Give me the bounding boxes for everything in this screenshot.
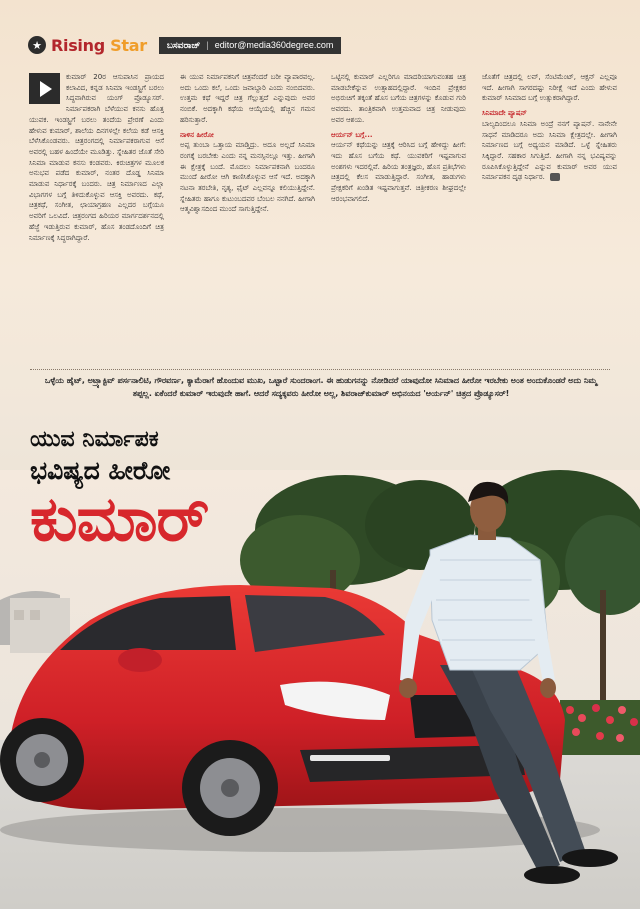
column-4-subtext: ಬಾಲ್ಯದಿಂದಲೂ ಸಿನಿಮಾ ಅಂದ್ರೆ ನನಗೆ ಪ್ಯಾಷನ್. ನಾನೇನೇ ಸಾಧನೆ ಮಾಡಿದರೂ ಅದು ಸಿನಿಮಾ ಕ್ಷೇತ್ರದಲ್ಲೇ. ಹೀಗಾಗಿ ನಿರ್ಮಾಣದ ಬಗ್ಗೆ ಅಧ್ಯಯನ ಮಾಡಿದೆ. ಒಳ್ಳೆ ಸ್ನೇಹಿತರು ಸಿಕ್ಕಿದ್ದಾರೆ. ಸಹಕಾರ ಸಿಗುತ್ತಿದೆ. ಹೀಗಾಗಿ ನನ್ನ ಭವಿಷ್ಯವನ್ನು ರೂಪಿಸಿಕೊಳ್ಳುತ್ತಿದ್ದೇನೆ ಎನ್ನುವ ಕುಮಾರ್ ಅವರ ಯುವ ನಿರ್ಮಾಪಕನ ದೃಢ ನಿರ್ಧಾರ. [482, 119, 617, 182]
end-mark-icon [550, 173, 560, 181]
article-column-4 [482, 72, 617, 360]
byline-separator: | [206, 40, 209, 50]
column-4-text: ಜೊತೆಗೆ ಚಿತ್ರದಲ್ಲಿ ಲವ್, ಸೆಂಟಿಮೆಂಟ್, ಆಕ್ಷನ್ ಎಲ್ಲವೂ ಇದೆ. ಹೀಗಾಗಿ ಸಾಗರದಷ್ಟು ನಿರೀಕ್ಷೆ ಇದೆ ಎಂದು ಹೇಳುವ ಕುಮಾರ್ ಸಿನಿಮಾದ ಬಗ್ಗೆ ಉತ್ಸುಕರಾಗಿದ್ದಾರೆ. [482, 73, 617, 103]
column-3-subtext: ಆರ್ಯನ್ ಕಥೆಯನ್ನು ಚಿತ್ರಕ್ಕೆ ಆರಿಸಿದ ಬಗ್ಗೆ ಹೇಳಿದ್ದು ಹೀಗೆ: ಇದು ಹೊಸ ಬಗೆಯ ಕಥೆ. ಯುವಕರಿಗೆ ಇಷ್ಟವಾಗುವ ಅಂಶಗಳು ಇದರಲ್ಲಿವೆ. ಹಿರಿಯ ತಂತ್ರಜ್ಞರು, ಹೊಸ ಪ್ರತಿಭೆಗಳು ಚಿತ್ರದಲ್ಲಿ ಕೆಲಸ ಮಾಡುತ್ತಿದ್ದಾರೆ. ಸಂಗೀತ, ಹಾಡುಗಳು ಪ್ರೇಕ್ಷಕರಿಗೆ ಖಂಡಿತ ಇಷ್ಟವಾಗುತ್ತವೆ. ಚಿತ್ರೀಕರಣ ಶೀಘ್ರದಲ್ಲೇ ಆರಂಭವಾಗಲಿದೆ. [331, 141, 466, 203]
article-columns [29, 72, 617, 360]
section-title [51, 36, 147, 55]
page-header [28, 35, 341, 55]
star-icon: ★ [28, 36, 46, 54]
subhead-nalina-hero: ನಾಳಿನ ಹೀರೋ [180, 130, 214, 139]
play-icon [29, 73, 60, 104]
article-column-2 [180, 72, 315, 360]
author-name: ಬಸವರಾಜ್ [166, 39, 201, 50]
article-column-3 [331, 72, 466, 360]
column-2-text: ಈ ಯುವ ನಿರ್ಮಾಪಕನಿಗೆ ಚಿತ್ರವೆಂದರೆ ಬರೀ ವ್ಯಾಪಾರವಲ್ಲ. ಅದು ಒಂದು ಕಲೆ, ಒಂದು ಜವಾಬ್ದಾರಿ ಎಂದು ನಂಬಿದವರು. ಉತ್ತಮ ಕಥೆ ಇದ್ದರೆ ಚಿತ್ರ ಗೆಲ್ಲುತ್ತದೆ ಎನ್ನುವುದು ಅವರ ನಂಬಿಕೆ. ಅದಕ್ಕಾಗಿ ಕಥೆಯ ಆಯ್ಕೆಯಲ್ಲಿ ಹೆಚ್ಚಿನ ಗಮನ ಹರಿಸುತ್ತಾರೆ. [180, 73, 315, 124]
section-title-word1: Rising [51, 35, 105, 55]
column-3-text: ಒಟ್ಟಿನಲ್ಲಿ ಕುಮಾರ್ ಎಲ್ಲರಿಗೂ ಮಾದರಿಯಾಗುವಂತಹ ಚಿತ್ರ ಮಾಡಬೇಕೆನ್ನುವ ಉತ್ಸಾಹದಲ್ಲಿದ್ದಾರೆ. ಇಂದಿನ ಪ್ರೇಕ್ಷಕರ ಅಭಿರುಚಿಗೆ ತಕ್ಕಂತೆ ಹೊಸ ಬಗೆಯ ಚಿತ್ರಗಳನ್ನು ಕೊಡುವ ಗುರಿ ಅವರದು. ತಾಂತ್ರಿಕವಾಗಿ ಉತ್ತಮವಾದ ಚಿತ್ರ ನೀಡುವುದು ಅವರ ಆಶಯ. [331, 73, 466, 124]
subhead-cinema-passion: ಸಿನಿಮಾದೇ ಪ್ಯಾಷನ್ [482, 109, 527, 118]
subhead-aryan: ಆರ್ಯನ್ ಬಗ್ಗೆ... [331, 130, 373, 139]
headline-line: ಭವಿಷ್ಯದ ಹೀರೋ [30, 456, 171, 485]
intro-paragraph: ಒಳ್ಳೆಯ ಹೈಟ್, ಅಟ್ರ್ಯಾಕ್ಟಿವ್ ಪರ್ಸನಾಲಿಟಿ, ಗೌರವರ್ಣ, ಕ್ಯಾಮೆರಾಗೆ ಹೊಂದುವ ಮುಖ, ಒಟ್ಟಾರೆ ಸುಂದರಾಂಗ. ಈ ಹುಡುಗನನ್ನು ನೋಡಿದರೆ ಯಾವುದೋ ಸಿನಿಮಾದ ಹೀರೋ ಇರಬೇಕು ಅಂತ ಅಂದುಕೊಂಡರೆ ಅದು ನಿಮ್ಮ ತಪ್ಪಲ್ಲ. ಏಕೆಂದರೆ ಕುಮಾರ್ ಇರುವುದೇ ಹಾಗೆ. ಆದರೆ ಸದ್ಯಕ್ಕವರು ಹೀರೋ ಅಲ್ಲ, ಶಿವರಾಜ್‌ಕುಮಾರ್ ಅಭಿನಯದ 'ಆರ್ಯನ್' ಚಿತ್ರದ ಪ್ರೊಡ್ಯೂಸರ್! [44, 376, 598, 398]
byline [159, 37, 342, 54]
divider [30, 369, 610, 370]
article-column-1 [29, 72, 164, 360]
author-email[interactable]: editor@media360degree.com [214, 40, 334, 50]
section-title-word2: Star [110, 35, 147, 55]
headline-kicker: ಯುವ ನಿರ್ಮಾಪಕ [30, 427, 159, 452]
column-1-text: ಕುಮಾರ್ 20ರ ಆಸುಪಾಸಿನ ಪ್ರಾಯದ ಕಲಾವಿದ, ಕನ್ನಡ ಸಿನಿಮಾ ಇಂಡಸ್ಟ್ರಿಗೆ ಬರಲು ಸಿದ್ಧವಾಗಿರುವ ಯಂಗ್ ಪ್ರೊಡ್ಯೂಸರ್. ನಿರ್ಮಾಪಕರಾಗಿ ಬೆಳೆಯುವ ಕನಸು ಹೊತ್ತ ಯುವಕ. ಇಂಡಸ್ಟ್ರಿಗೆ ಬರಲು ತಂದೆಯ ಪ್ರೇರಣೆ ಎಂದು ಹೇಳುವ ಕುಮಾರ್, ಶಾಲೆಯ ದಿನಗಳಲ್ಲೇ ಕಲೆಯ ಕಡೆ ಆಸಕ್ತಿ ಬೆಳೆಸಿಕೊಂಡವರು. ಚಿತ್ರರಂಗದಲ್ಲಿ ನಿರ್ಮಾಪಕರಾಗುವ ಆಸೆ ಅವರಲ್ಲಿ ಬಹಳ ಹಿಂದೆಯೇ ಮೂಡಿತ್ತು. ಸ್ನೇಹಿತರ ಜೊತೆ ಸೇರಿ ಸಿನಿಮಾ ಮಾಡುವ ಕನಸು ಕಂಡವರು. ಕಿರುಚಿತ್ರಗಳ ಮೂಲಕ ಅನುಭವ ಪಡೆದ ಕುಮಾರ್, ನಂತರ ದೊಡ್ಡ ಸಿನಿಮಾ ಮಾಡುವ ನಿರ್ಧಾರಕ್ಕೆ ಬಂದರು. ಚಿತ್ರ ನಿರ್ಮಾಣದ ಎಲ್ಲಾ ವಿಭಾಗಗಳ ಬಗ್ಗೆ ತಿಳಿದುಕೊಳ್ಳುವ ಆಸಕ್ತಿ ಅವರದು. ಕಥೆ, ಚಿತ್ರಕಥೆ, ಸಂಗೀತ, ಛಾಯಾಗ್ರಹಣ ಎಲ್ಲದರ ಬಗ್ಗೆಯೂ ಅವರಿಗೆ ಒಲವಿದೆ. ಚಿತ್ರರಂಗದ ಹಿರಿಯರ ಮಾರ್ಗದರ್ಶನದಲ್ಲಿ ಹೆಜ್ಜೆ ಇಡುತ್ತಿರುವ ಕುಮಾರ್, ಹೊಸ ತಂಡದೊಂದಿಗೆ ಚಿತ್ರ ನಿರ್ಮಾಣಕ್ಕೆ ಸಿದ್ಧರಾಗಿದ್ದಾರೆ. [29, 73, 164, 242]
flower-bed [560, 700, 640, 755]
headline-name: ಕುಮಾರ್ [30, 482, 209, 555]
column-2-subtext: ಅಪ್ಪ ತುಂಬಾ ಒತ್ತಾಯ ಮಾಡ್ತಿದ್ರು. ಅದೂ ಅಲ್ಲದೆ ಸಿನಿಮಾ ರಂಗಕ್ಕೆ ಬರಬೇಕು ಎಂದು ನನ್ನ ಮನಸ್ಸಿನಲ್ಲೂ ಇತ್ತು. ಹೀಗಾಗಿ ಈ ಕ್ಷೇತ್ರಕ್ಕೆ ಬಂದೆ. ಮೊದಲು ನಿರ್ಮಾಪಕನಾಗಿ ಬಂದರೂ ಮುಂದೆ ಹೀರೋ ಆಗಿ ಕಾಣಿಸಿಕೊಳ್ಳುವ ಆಸೆ ಇದೆ. ಅದಕ್ಕಾಗಿ ನಟನಾ ತರಬೇತಿ, ನೃತ್ಯ, ಫೈಟ್ ಎಲ್ಲವನ್ನೂ ಕಲಿಯುತ್ತಿದ್ದೇನೆ. ಸ್ನೇಹಿತರು ಹಾಗೂ ಕುಟುಂಬದವರ ಬೆಂಬಲ ನನಗಿದೆ. ಹೀಗಾಗಿ ಆತ್ಮವಿಶ್ವಾಸದಿಂದ ಮುಂದೆ ಸಾಗುತ್ತಿದ್ದೇನೆ. [180, 141, 315, 214]
